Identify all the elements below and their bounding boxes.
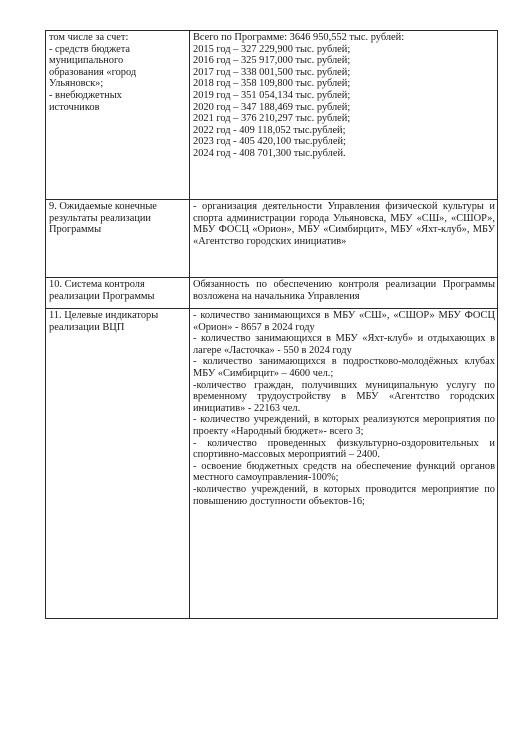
funding-year-line: 2016 год – 325 917,000 тыс. рублей;	[193, 55, 351, 67]
indicator-item: -количество учреждений, в которых проводится мероприятие по повышению доступности объектов-16;	[193, 483, 495, 507]
indicators-value-cell	[190, 309, 498, 619]
control-label-cell	[46, 278, 190, 309]
table-row-results	[46, 200, 498, 278]
table-row-indicators	[46, 309, 498, 619]
control-value-cell	[190, 278, 498, 309]
table-row-control	[46, 278, 498, 309]
table-row-funding	[46, 31, 498, 200]
funding-label-line: муниципального	[49, 55, 124, 67]
funding-year-line: 2017 год – 338 001,500 тыс. рублей;	[193, 66, 351, 78]
funding-total-line: Всего по Программе: 3646 950,552 тыс. рублей:	[193, 32, 405, 43]
results-label-cell	[46, 200, 190, 278]
funding-label-cell	[46, 31, 190, 200]
funding-label-line: - средств бюджета	[49, 43, 131, 55]
indicator-item: - количество занимающихся в подростково-молодёжных клубах МБУ «Симбирцит» – 4600 чел.;	[193, 356, 495, 379]
indicator-item: - количество учреждений, в которых реализуются мероприятия по проекту «Народный бюджет»- всего 3;	[193, 414, 495, 437]
program-passport-table	[45, 30, 498, 619]
results-text: - организация деятельности Управления физической культуры и спорта администрации города Ульяновска, МБУ «СШ», «СШОР», МБУ ФОСЦ «Орион», МБУ «Симбирцит», МБУ «Яхт-клуб», МБУ «Агентство городских инициатив»	[193, 201, 495, 247]
control-label-line: 10. Система контроля	[49, 279, 145, 290]
indicator-item: - количество проведенных физкультурно-оздоровительных и спортивно-массовых мероприятий – 2400.	[193, 437, 495, 461]
funding-label-line: - внебюджетных	[49, 89, 122, 101]
funding-year-line: 2024 год - 408 701,300 тыс.рублей.	[193, 147, 346, 159]
funding-label-line: образования «город	[49, 66, 137, 78]
funding-year-line: 2021 год – 376 210,297 тыс. рублей;	[193, 113, 351, 125]
control-label-line: реализации Программы	[49, 290, 155, 302]
results-label-line: Программы	[49, 224, 102, 236]
indicator-item: -количество граждан, получивших муниципальную услугу по временному трудоустройству в МБУ «Агентство городских инициатив» - 22163 чел.	[193, 379, 495, 414]
indicators-label-cell	[46, 309, 190, 619]
funding-year-line: 2018 год – 358 109,800 тыс. рублей;	[193, 78, 351, 90]
results-label-line: 9. Ожидаемые конечные	[49, 201, 157, 212]
funding-year-line: 2019 год – 351 054,134 тыс. рублей;	[193, 89, 351, 101]
indicator-item: - освоение бюджетных средств на обеспечение функций органов местного самоуправления-100%;	[193, 460, 495, 484]
results-label-line: результаты реализации	[49, 212, 151, 224]
funding-year-line: 2022 год - 409 118,052 тыс.рублей;	[193, 124, 346, 136]
funding-value-cell	[190, 31, 498, 200]
results-value-cell	[190, 200, 498, 278]
indicator-item: - количество занимающихся в МБУ «Яхт-клуб» и отдыхающих в лагере «Ласточка» - 550 в 2024 году	[193, 333, 495, 356]
indicators-label-line: 11. Целевые индикаторы	[49, 310, 159, 321]
funding-label-line: источников	[49, 101, 100, 113]
control-text: Обязанность по обеспечению контроля реализации Программы возложена на начальника Управления	[193, 279, 495, 302]
indicators-label-line: реализации ВЦП	[49, 321, 125, 333]
funding-label-line: том числе за счет:	[49, 32, 129, 43]
indicator-item: - количество занимающихся в МБУ «СШ», «СШОР» МБУ ФОСЦ «Орион» - 8657 в 2024 году	[193, 310, 495, 333]
funding-label-line: Ульяновск»;	[49, 78, 104, 90]
funding-year-line: 2015 год – 327 229,900 тыс. рублей;	[193, 43, 351, 55]
funding-year-line: 2023 год - 405 420,100 тыс.рублей;	[193, 136, 346, 148]
funding-year-line: 2020 год – 347 188,469 тыс. рублей;	[193, 101, 351, 113]
